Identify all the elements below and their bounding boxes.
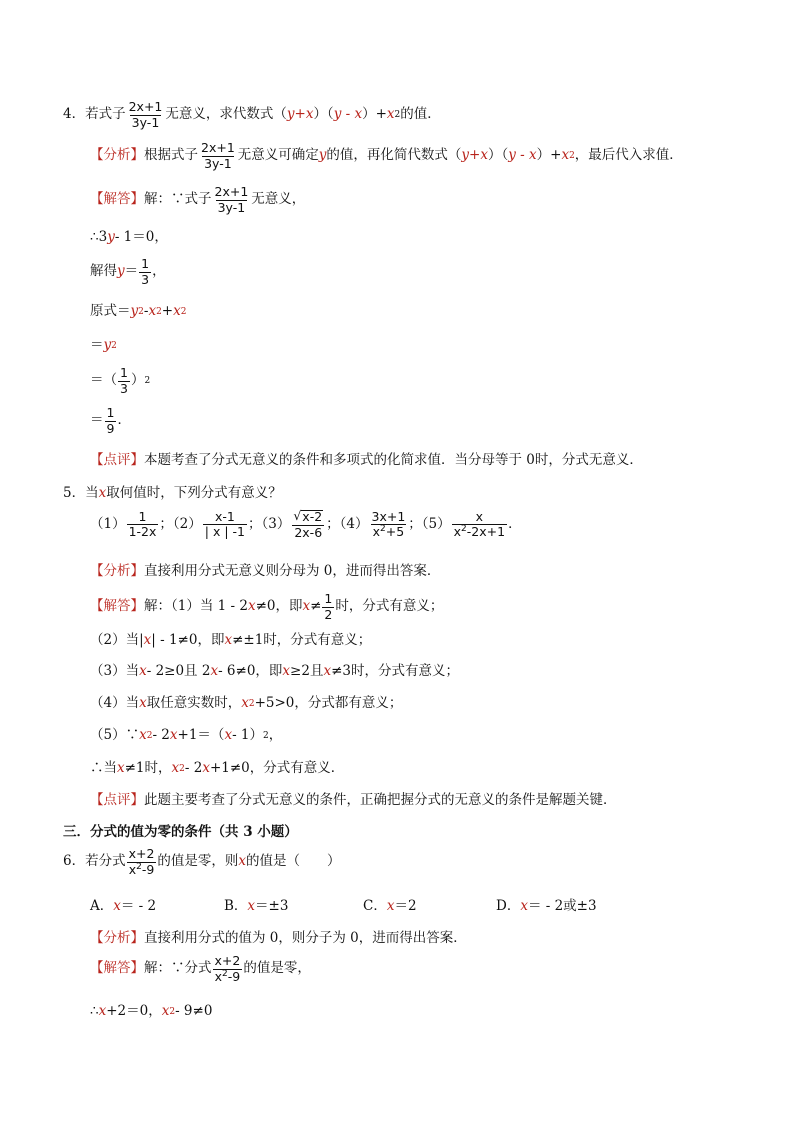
q6-question: 6． 若分式 $\frac{x+2}{x^2-9}$ 的值是零，则 x 的值是（ ） [63,846,341,877]
q6-answer-step-1: ∴ x +2＝0， x 2 - 9≠0 [90,1003,213,1019]
q4-step-6: ＝ $\frac{1}{9}$ ． [90,405,131,436]
comment-tag: 【点评】 [90,792,144,808]
q4-number: 4． [63,106,86,123]
q4-one-ninth: $\frac{1}{9}$ [106,405,115,436]
q4-step-1: ∴3 y - 1＝0， [90,229,168,245]
q6-option-d: D． x ＝ - 2或±3 [496,898,597,914]
q4-analysis: 【分析】 根据式子 $\frac{2x+1}{3y-1}$ 无意义可确定 y 的值，再化简代数式（ y+x ）（ y - x ）+ x 2 ，最后代入求值． [90,140,683,171]
q4-answer: 【解答】 解：∵式子 $\frac{2x+1}{3y-1}$ 无意义， [90,184,306,215]
q5-answer-6: ∴当 x ≠1时， x 2 - 2 x +1≠0，分式有意义． [90,760,345,776]
q6-option-c: C． x ＝2 [363,898,417,914]
q4-comment: 【点评】 本题考查了分式无意义的条件和多项式的化简求值．当分母等于 0时，分式无意义． [90,452,643,468]
q5-analysis: 【分析】 直接利用分式无意义则分母为 0，进而得出答案． [90,563,441,579]
q6-option-b: B． x ＝±3 [224,898,289,914]
q4-answer-fraction: $\frac{2x+1}{3y-1}$ [214,184,249,215]
q4-step-2: 解得 y ＝ $\frac{1}{3}$ ， [90,256,166,287]
q4-question: 4． 若式子 $\frac{2x+1}{3y-1}$ 无意义，求代数式（ y+x ）（ y - x ）+ x 2 的值． [63,99,441,130]
analysis-tag: 【分析】 [90,147,144,164]
q4-step-5-fraction: $\frac{1}{3}$ [120,365,128,396]
sqrt-icon: √ x-2 [293,508,323,524]
section-heading: 三．分式的值为零的条件（共 3 小题） [63,824,298,840]
q5-fraction-5: $\frac{x}{x^2-2x+1}$ [453,508,506,539]
q5-fraction-2: $\frac{x-1}{| x | -1}$ [204,508,245,539]
q6-number: 6． [63,853,86,870]
answer-tag: 【解答】 [90,191,144,208]
q5-answer-1: 【解答】 解：（1）当 1 - 2 x ≠0，即 x ≠ $\frac{1}{2}$ 时，分式有意义； [90,591,444,622]
q6-analysis: 【分析】 直接利用分式的值为 0，则分子为 0，进而得出答案． [90,930,467,946]
q5-items: （1） $\frac{1}{1-2x}$ ；（2） $\frac{x-1}{| x | -1}$ ；（3） √ x-2 2x-6 ；（4） $\frac{3x+1}{x^2+5}$ ；（5） $\frac{x}{x^2-2x+1}$ ． [90,508,522,540]
q4-step-3: 原式＝ y 2 - x 2 + x 2 [90,303,187,319]
analysis-tag: 【分析】 [90,930,144,946]
q4-one-third: $\frac{1}{3}$ [141,256,150,287]
analysis-tag: 【分析】 [90,563,144,579]
q5-question: 5． 当 x 取何值时，下列分式有意义？ [63,485,282,501]
q4-fraction: $\frac{2x+1}{3y-1}$ [128,99,163,130]
q5-one-half: $\frac{1}{2}$ [324,591,333,622]
q5-comment: 【点评】 此题主要考查了分式无意义的条件，正确把握分式的无意义的条件是解题关键． [90,792,617,808]
q6-option-a: A． x ＝ - 2 [90,898,157,914]
q5-answer-5: （5）∵ x 2 - 2 x +1＝（ x - 1） 2 ， [90,727,283,743]
q4-analysis-fraction: $\frac{2x+1}{3y-1}$ [201,140,235,171]
q5-fraction-3: √ x-2 2x-6 [293,508,323,540]
q5-fraction-1: $\frac{1}{1-2x}$ [128,508,157,539]
q5-answer-2: （2）当| x | - 1≠0，即 x ≠±1时，分式有意义； [90,632,372,648]
q6-answer: 【解答】 解：∵分式 $\frac{x+2}{x^2-9}$ 的值是零， [90,953,311,984]
q4-step-4: ＝ y 2 [90,337,117,353]
q6-answer-fraction: $\frac{x+2}{x^2-9}$ [214,953,241,984]
answer-tag: 【解答】 [90,598,144,615]
q6-fraction: $\frac{x+2}{x^2-9}$ [128,846,155,877]
q5-number: 5． [63,485,86,501]
comment-tag: 【点评】 [90,452,144,468]
answer-tag: 【解答】 [90,960,144,977]
q5-fraction-4: $\frac{3x+1}{x^2+5}$ [371,508,406,539]
q5-answer-3: （3）当 x - 2≥0且 2 x - 6≠0，即 x ≥2且 x ≠3时，分式有意义； [90,663,459,679]
q5-answer-4: （4）当 x 取任意实数时， x 2 +5>0，分式都有意义； [90,695,403,711]
q4-step-5: ＝（ $\frac{1}{3}$ ） 2 [90,365,151,396]
